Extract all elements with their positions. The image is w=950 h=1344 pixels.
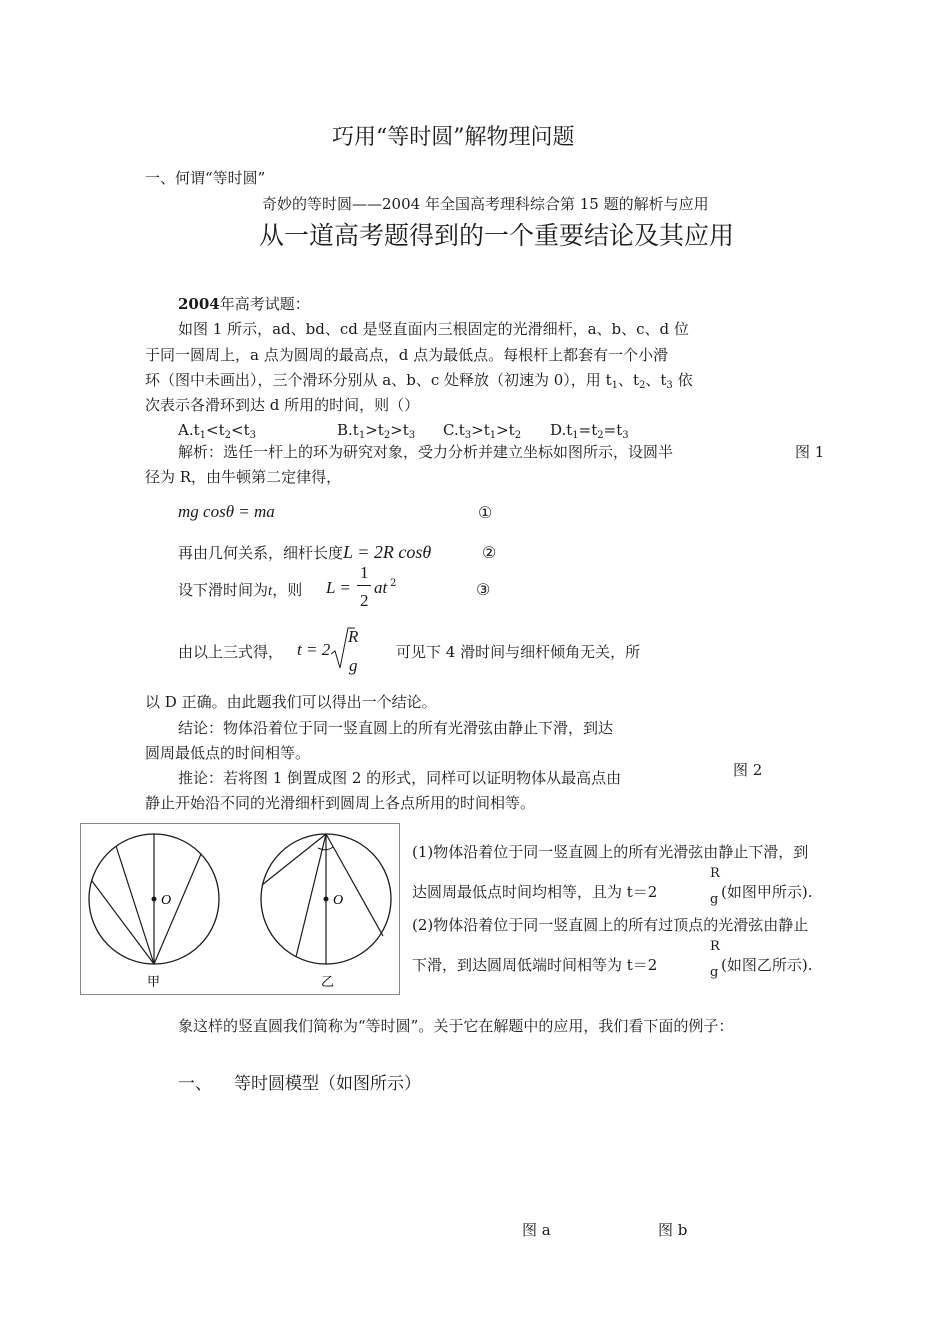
equation-1: mg cosθ = ma [178,502,275,521]
fraction-denominator: 2 [360,591,369,610]
point-2-line: 下滑，到达圆周低端时间相等为 t＝2 [412,956,658,974]
chord [296,834,326,957]
option-b: $B.t_1>t_2>t_3$ [337,421,416,441]
conclusion-line: 静止开始沿不同的光滑细杆到圆周上各点所用的时间相等。 [145,794,536,812]
isochronous-circle-figure [80,823,400,995]
analysis-line: 径为 R，由牛顿第二定律得， [145,468,342,486]
figure-1-label: 图 1 [795,443,825,461]
chord [154,854,201,964]
equation-2: 再由几何关系，细杆长度L = 2R cosθ [178,542,432,562]
point-2-sqrt-denominator: g [710,965,719,980]
exam-heading: 2004年高考试题： [178,295,310,313]
chord [262,834,326,885]
fraction-bar [357,585,371,586]
section-heading-2-number: 一、 [178,1074,212,1094]
page-title: 巧用“等时圆”解物理问题 [332,125,575,150]
equation-2-mark: ② [482,543,497,562]
exponent: 2 [390,578,397,589]
figure-b-label: 图 b [658,1221,688,1239]
center-dot [152,897,157,902]
intro-paragraph: 象这样的竖直圆我们简称为“等时圆”。关于它在解题中的应用，我们看下面的例子： [178,1017,734,1035]
figure-drawing [81,824,399,994]
chord [116,846,154,964]
equation-3-lhs: L = [326,578,351,597]
problem-line: 于同一圆周上，a 点为圆周的最高点，d 点为最低点。每根杆上都套有一个小滑 [145,346,669,364]
equation-3-mark: ③ [476,580,491,599]
conclusion-line: 以 D 正确。由此题我们可以得出一个结论。 [145,693,437,711]
center-dot [324,897,329,902]
section-heading-2: 等时圆模型（如图所示） [234,1074,421,1094]
option-d: $D.t_1=t_2=t_3$ [550,421,629,441]
sqrt-numerator: R [348,627,359,646]
chord [92,881,154,964]
conclusion-line: 结论：物体沿着位于同一竖直圆上的所有光滑弦由静止下滑，到达 [178,719,614,737]
point-1-sqrt-numerator: R [710,866,720,881]
problem-line: 环（图中未画出），三个滑环分别从 a、b、c 处释放（初速为 0），用 $t_1$、$t_2$、$t_3$ 依 [145,371,693,391]
section-heading-1: 一、何谓“等时圆” [145,169,266,187]
problem-line: 次表示各滑环到达 d 所用的时间，则（） [145,396,420,414]
equation-4-lhs: t = 2 [297,640,331,659]
point-1-sqrt-denominator: g [710,892,719,907]
subtitle-small: 奇妙的等时圆——2004 年全国高考理科综合第 15 题的解析与应用 [262,195,709,213]
equation-1-mark: ① [478,503,493,522]
conclusion-line: 推论：若将图 1 倒置成图 2 的形式，同样可以证明物体从最高点由 [178,769,622,787]
equation-4-suffix: 可见下 4 滑时间与细杆倾角无关，所 [396,643,641,661]
point-1-tail: (如图甲所示). [721,883,813,901]
conclusion-line: 圆周最低点的时间相等。 [145,744,311,762]
problem-line: 如图 1 所示，ad、bd、cd 是竖直面内三根固定的光滑细杆，a、b、c、d 位 [178,320,689,338]
subtitle-large: 从一道高考题得到的一个重要结论及其应用 [259,221,735,250]
equation-4-prefix: 由以上三式得， [178,643,284,661]
figure-label-left: 甲 [147,975,161,990]
point-2-line: (2)物体沿着位于同一竖直圆上的所有过顶点的光滑弦由静止 [412,916,809,934]
figure-a-label: 图 a [522,1221,551,1239]
center-label: O [333,893,344,908]
point-2-sqrt-numerator: R [710,939,720,954]
sqrt-denominator: g [349,656,358,675]
option-a: $A.t_1<t_2<t_3$ [178,421,256,441]
option-c: $C.t_3>t_1>t_2$ [443,421,522,441]
point-1-line: (1)物体沿着位于同一竖直圆上的所有光滑弦由静止下滑，到 [412,843,809,861]
figure-label-right: 乙 [321,975,335,990]
point-1-line: 达圆周最低点时间均相等，且为 t＝2 [412,883,658,901]
point-2-tail: (如图乙所示). [721,956,813,974]
analysis-line: 解析：选任一杆上的环为研究对象，受力分析并建立坐标如图所示，设圆半 [178,443,674,461]
equation-3-prefix: 设下滑时间为t，则 [178,581,303,599]
fraction-numerator: 1 [360,563,369,582]
chord [326,834,383,936]
equation-3-at: at [374,578,388,597]
center-label: O [161,893,172,908]
figure-2-label: 图 2 [733,761,763,779]
